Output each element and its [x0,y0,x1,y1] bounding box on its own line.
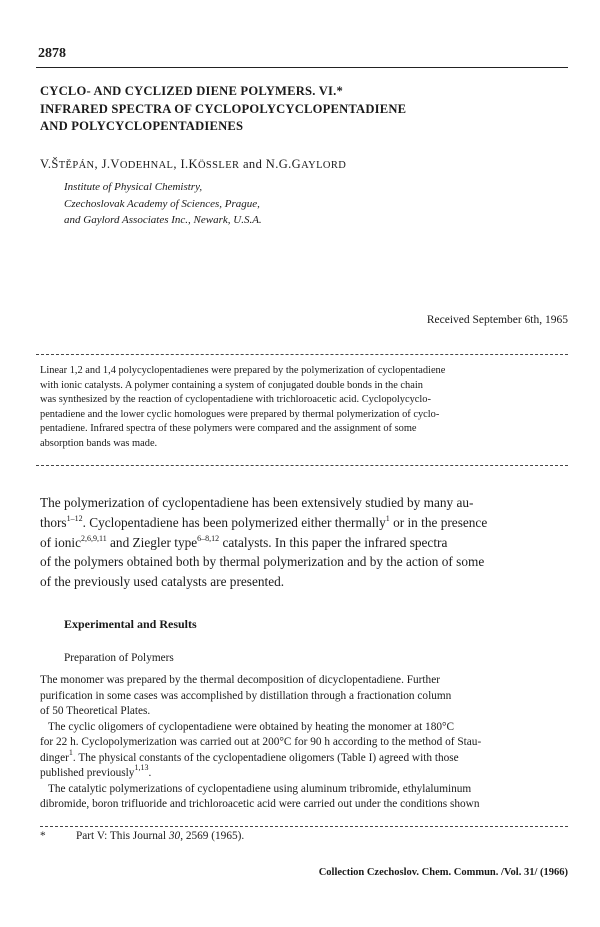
abstract-line: pentadiene. Infrared spectra of these polymers were compared and the assignment of some [40,423,417,435]
intro-line: thors$^{1-12}$. Cyclopentadiene has been polymerized either thermally$^1$ or in the presence [40,513,488,530]
abstract-line: pentadiene and the lower cyclic homologues were prepared by thermal polymerization of cyclo- [40,408,440,420]
body-line: for 22 h. Cyclopolymerization was carried out at 200°C for 90 h according to the method of Stau- [40,736,482,748]
intro-line: of ionic$^{2,6,9,11}$ and Ziegler type$^{6-8,12}$ catalysts. In this paper the infrared spectra [40,533,448,550]
header-rule [36,67,568,68]
title-line: INFRARED SPECTRA OF CYCLOPOLYCYCLOPENTADIENE [40,101,407,116]
intro-line: The polymerization of cyclopentadiene has been extensively studied by many au- [40,495,474,510]
abstract-line: with ionic catalysts. A polymer containing a system of conjugated double bonds in the chain [40,379,423,391]
abstract [40,364,568,452]
body-line: of 50 Theoretical Plates. [40,705,151,717]
body-line: The cyclic oligomers of cyclopentadiene were obtained by heating the monomer at 180°C [48,720,455,733]
section-heading: Experimental and Results [64,617,197,631]
affiliation-line: Institute of Physical Chemistry, [64,181,203,193]
received-date: Received September 6th, 1965 [426,314,568,326]
body-text [40,673,568,813]
article-title [40,83,560,136]
body-line: The monomer was prepared by the thermal decomposition of dicyclopentadiene. Further [40,674,440,686]
abstract-line: was synthesized by the reaction of cyclopentadiene with trichloroacetic acid. Cyclopolycyclo- [40,394,431,406]
page-number: 2878 [38,46,66,61]
subsection-heading: Preparation of Polymers [64,652,174,664]
affiliation-line: and Gaylord Associates Inc., Newark, U.S.A. [64,214,262,226]
intro-line: of the polymers obtained both by thermal polymerization and by the action of some [40,554,485,570]
journal-reference: Collection Czechoslov. Chem. Commun. /Vol. 31/ (1966) [318,867,568,878]
abstract-line: Linear 1,2 and 1,4 polycyclopentadienes were prepared by the polymerization of cyclopentadiene [40,365,446,376]
body-line: dinger$^1$. The physical constants of the cyclopentadiene oligomers (Table I) agreed with those [40,747,459,764]
abstract-line: absorption bands was made. [40,437,158,449]
intro-line: of the previously used catalysts are presented. [40,574,285,590]
footnote-rule [40,826,568,827]
author-list: V.ŠTĚPÁN, J.VODEHNAL, I.KÖSSLER and N.G.GAYLORD [40,157,347,171]
body-line: published previously$^{1,13}$. [40,763,152,779]
title-line: CYCLO- AND CYCLIZED DIENE POLYMERS. VI.* [40,84,343,98]
body-line: The catalytic polymerizations of cyclopentadiene using aluminum tribromide, ethylaluminum [48,782,472,795]
abstract-top-rule [36,354,568,355]
body-line: dibromide, boron trifluoride and trichloroacetic acid were carried out under the conditions shown [40,798,480,810]
affiliation-line: Czechoslovak Academy of Sciences, Prague, [64,197,260,210]
abstract-bottom-rule [36,465,568,466]
footnote: * Part V: This Journal 30, 2569 (1965). [40,830,245,842]
body-line: purification in some cases was accomplished by distillation through a fractionation column [40,689,452,702]
title-line: AND POLYCYCLOPENTADIENES [40,119,244,133]
intro-paragraph [40,493,568,592]
affiliation [64,179,262,229]
